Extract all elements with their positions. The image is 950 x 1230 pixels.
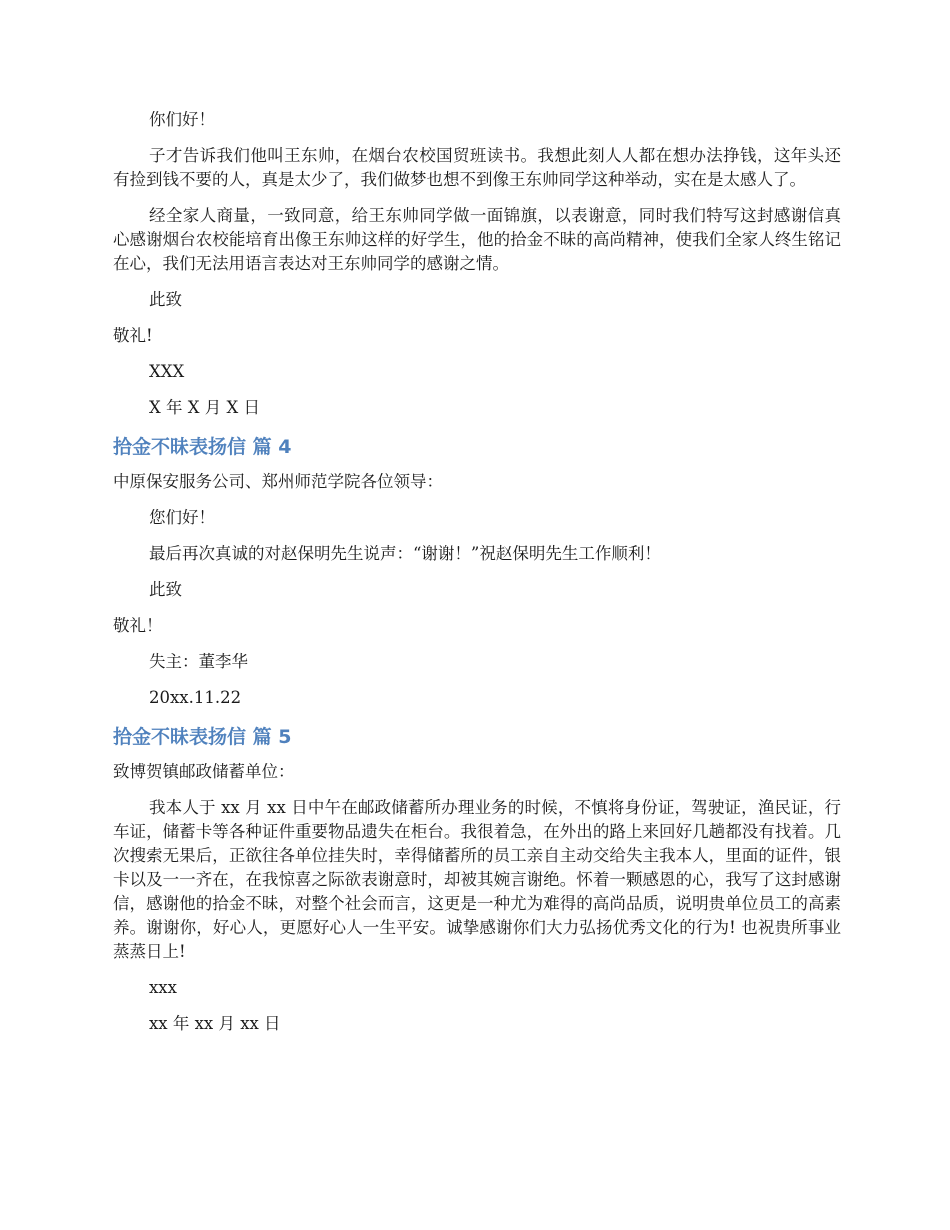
salute: 敬礼！ — [113, 616, 163, 635]
recipient: 中原保安服务公司、郑州师范学院各位领导： — [113, 472, 443, 491]
letter-date: xx 年 xx 月 xx 日 — [149, 1014, 281, 1033]
body-paragraph: 经全家人商量，一致同意，给王东帅同学做一面锦旗，以表谢意，同时我们特写这封感谢信真心感谢烟台农校能培育出像王东帅这样的好学生，他的拾金不昧的高尚精神，使我们全家人终生铭记在心，我们无法用语言表达对王东帅同学的感谢之情。 — [113, 206, 841, 273]
salute: 敬礼! — [113, 326, 153, 345]
greeting: 你们好！ — [149, 110, 215, 129]
greeting: 您们好！ — [149, 508, 215, 527]
letter-date: 20xx.11.22 — [149, 688, 242, 707]
document-content — [113, 108, 841, 1036]
body-paragraph: 子才告诉我们他叫王东帅，在烟台农校国贸班读书。我想此刻人人都在想办法挣钱，这年头还有捡到钱不要的人，真是太少了，我们做梦也想不到像王东帅同学这种举动，实在是太感人了。 — [113, 146, 841, 189]
closing-phrase: 此致 — [149, 290, 182, 309]
section-heading: 拾金不昧表扬信 篇 4 — [113, 436, 292, 458]
section-heading: 拾金不昧表扬信 篇 5 — [113, 726, 292, 748]
recipient: 致博贺镇邮政储蓄单位： — [113, 762, 295, 781]
body-paragraph: 最后再次真诚的对赵保明先生说声：“谢谢！”祝赵保明先生工作顺利！ — [149, 544, 661, 563]
closing-phrase: 此致 — [149, 580, 182, 599]
signature: XXX — [149, 362, 185, 381]
signature: 失主：董李华 — [149, 652, 248, 671]
letter-date: X 年 X 月 X 日 — [149, 398, 260, 417]
signature: xxx — [149, 978, 177, 997]
body-paragraph: 我本人于 xx 月 xx 日中午在邮政储蓄所办理业务的时候，不慎将身份证，驾驶证，渔民证，行车证，储蓄卡等各种证件重要物品遗失在柜台。我很着急，在外出的路上来回好几趟都没有找着。几次搜索无果后，正欲往各单位挂失时，幸得储蓄所的员工亲自主动交给失主我本人，里面的证件，银卡以及一一齐在，在我惊喜之际欲表谢意时，却被其婉言谢绝。怀着一颗感恩的心，我写了这封感谢信，感谢他的拾金不昧，对整个社会而言，这更是一种尤为难得的高尚品质，说明贵单位员工的高素养。谢谢你，好心人，更愿好心人一生平安。诚挚感谢你们大力弘扬优秀文化的行为! 也祝贵所事业蒸蒸日上! — [113, 798, 841, 961]
